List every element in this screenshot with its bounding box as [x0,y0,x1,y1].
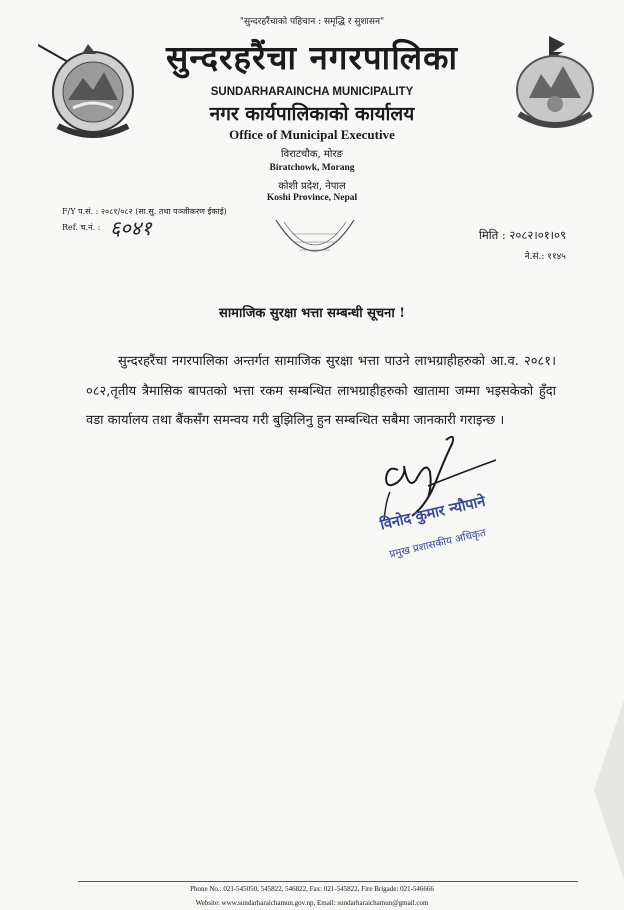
signatory-title: प्रमुख प्रशासकीय अधिकृत [388,526,487,561]
office-title-english: Office of Municipal Executive [229,127,395,142]
office-round-stamp [270,212,360,272]
nepal-sambat-date: ने.सं.: ११४५ [524,252,566,262]
province-nepali: कोशी प्रदेश, नेपाल [278,181,346,192]
municipality-title-english: SUNDARHARAINCHA MUNICIPALITY [210,86,414,98]
notice-heading: सामाजिक सुरक्षा भत्ता सम्बन्धी सूचना ! [219,306,405,321]
reference-number: ६०४१ [110,216,152,240]
municipality-title-nepali: सुन्दरहरैंचा नगरपालिका [165,38,459,77]
footer-divider [78,881,578,882]
address-nepali: विराटचौक, मोरङ [281,149,343,160]
reference-label: Ref. च.नं. : [62,223,101,232]
address-english: Biratchowk, Morang [269,163,355,173]
fiscal-year-ref: F/Y प.सं. : २०८१/०८२ (सा.सु. तथा पञ्जीकरण ईकाई) [62,207,227,216]
date: मिति : २०८२।०१।०९ [478,228,566,242]
signatory-name: विनोद कुमार न्यौपाने [378,492,487,534]
footer-phones: Phone No.: 021-545050, 545822, 546822, Fax: 021-545822, Fire Brigade: 021-546666 [190,885,434,893]
office-title-nepali: नगर कार्यपालिकाको कार्यालय [209,103,415,125]
footer-web: Website: www.sundarharaichamun.gov.np, Email: sundarharaichamun@gmail.com [195,899,429,907]
slogan: "सुन्दरहरैंचाको पहिचान : समृद्धि र सुशासन" [239,17,385,27]
notice-body-text: सुन्दरहरैंचा नगरपालिका अन्तर्गत सामाजिक सुरक्षा भत्ता पाउने लाभग्राहीहरुको आ.व. २०८१।०८२,तृतीय त्रैमासिक बापतको भत्ता रकम सम्बन्धित लाभग्राहीहरुको खातामा जम्मा भइसकेको हुँदा वडा कार्यालय तथा बैंकसँग समन्वय गरी बुझिलिनु हुन सम्बन्धित सबैमा जानकारी गराइन्छ । [86,354,556,428]
province-english: Koshi Province, Nepal [266,193,358,203]
paper-fold-shadow [574,700,624,880]
